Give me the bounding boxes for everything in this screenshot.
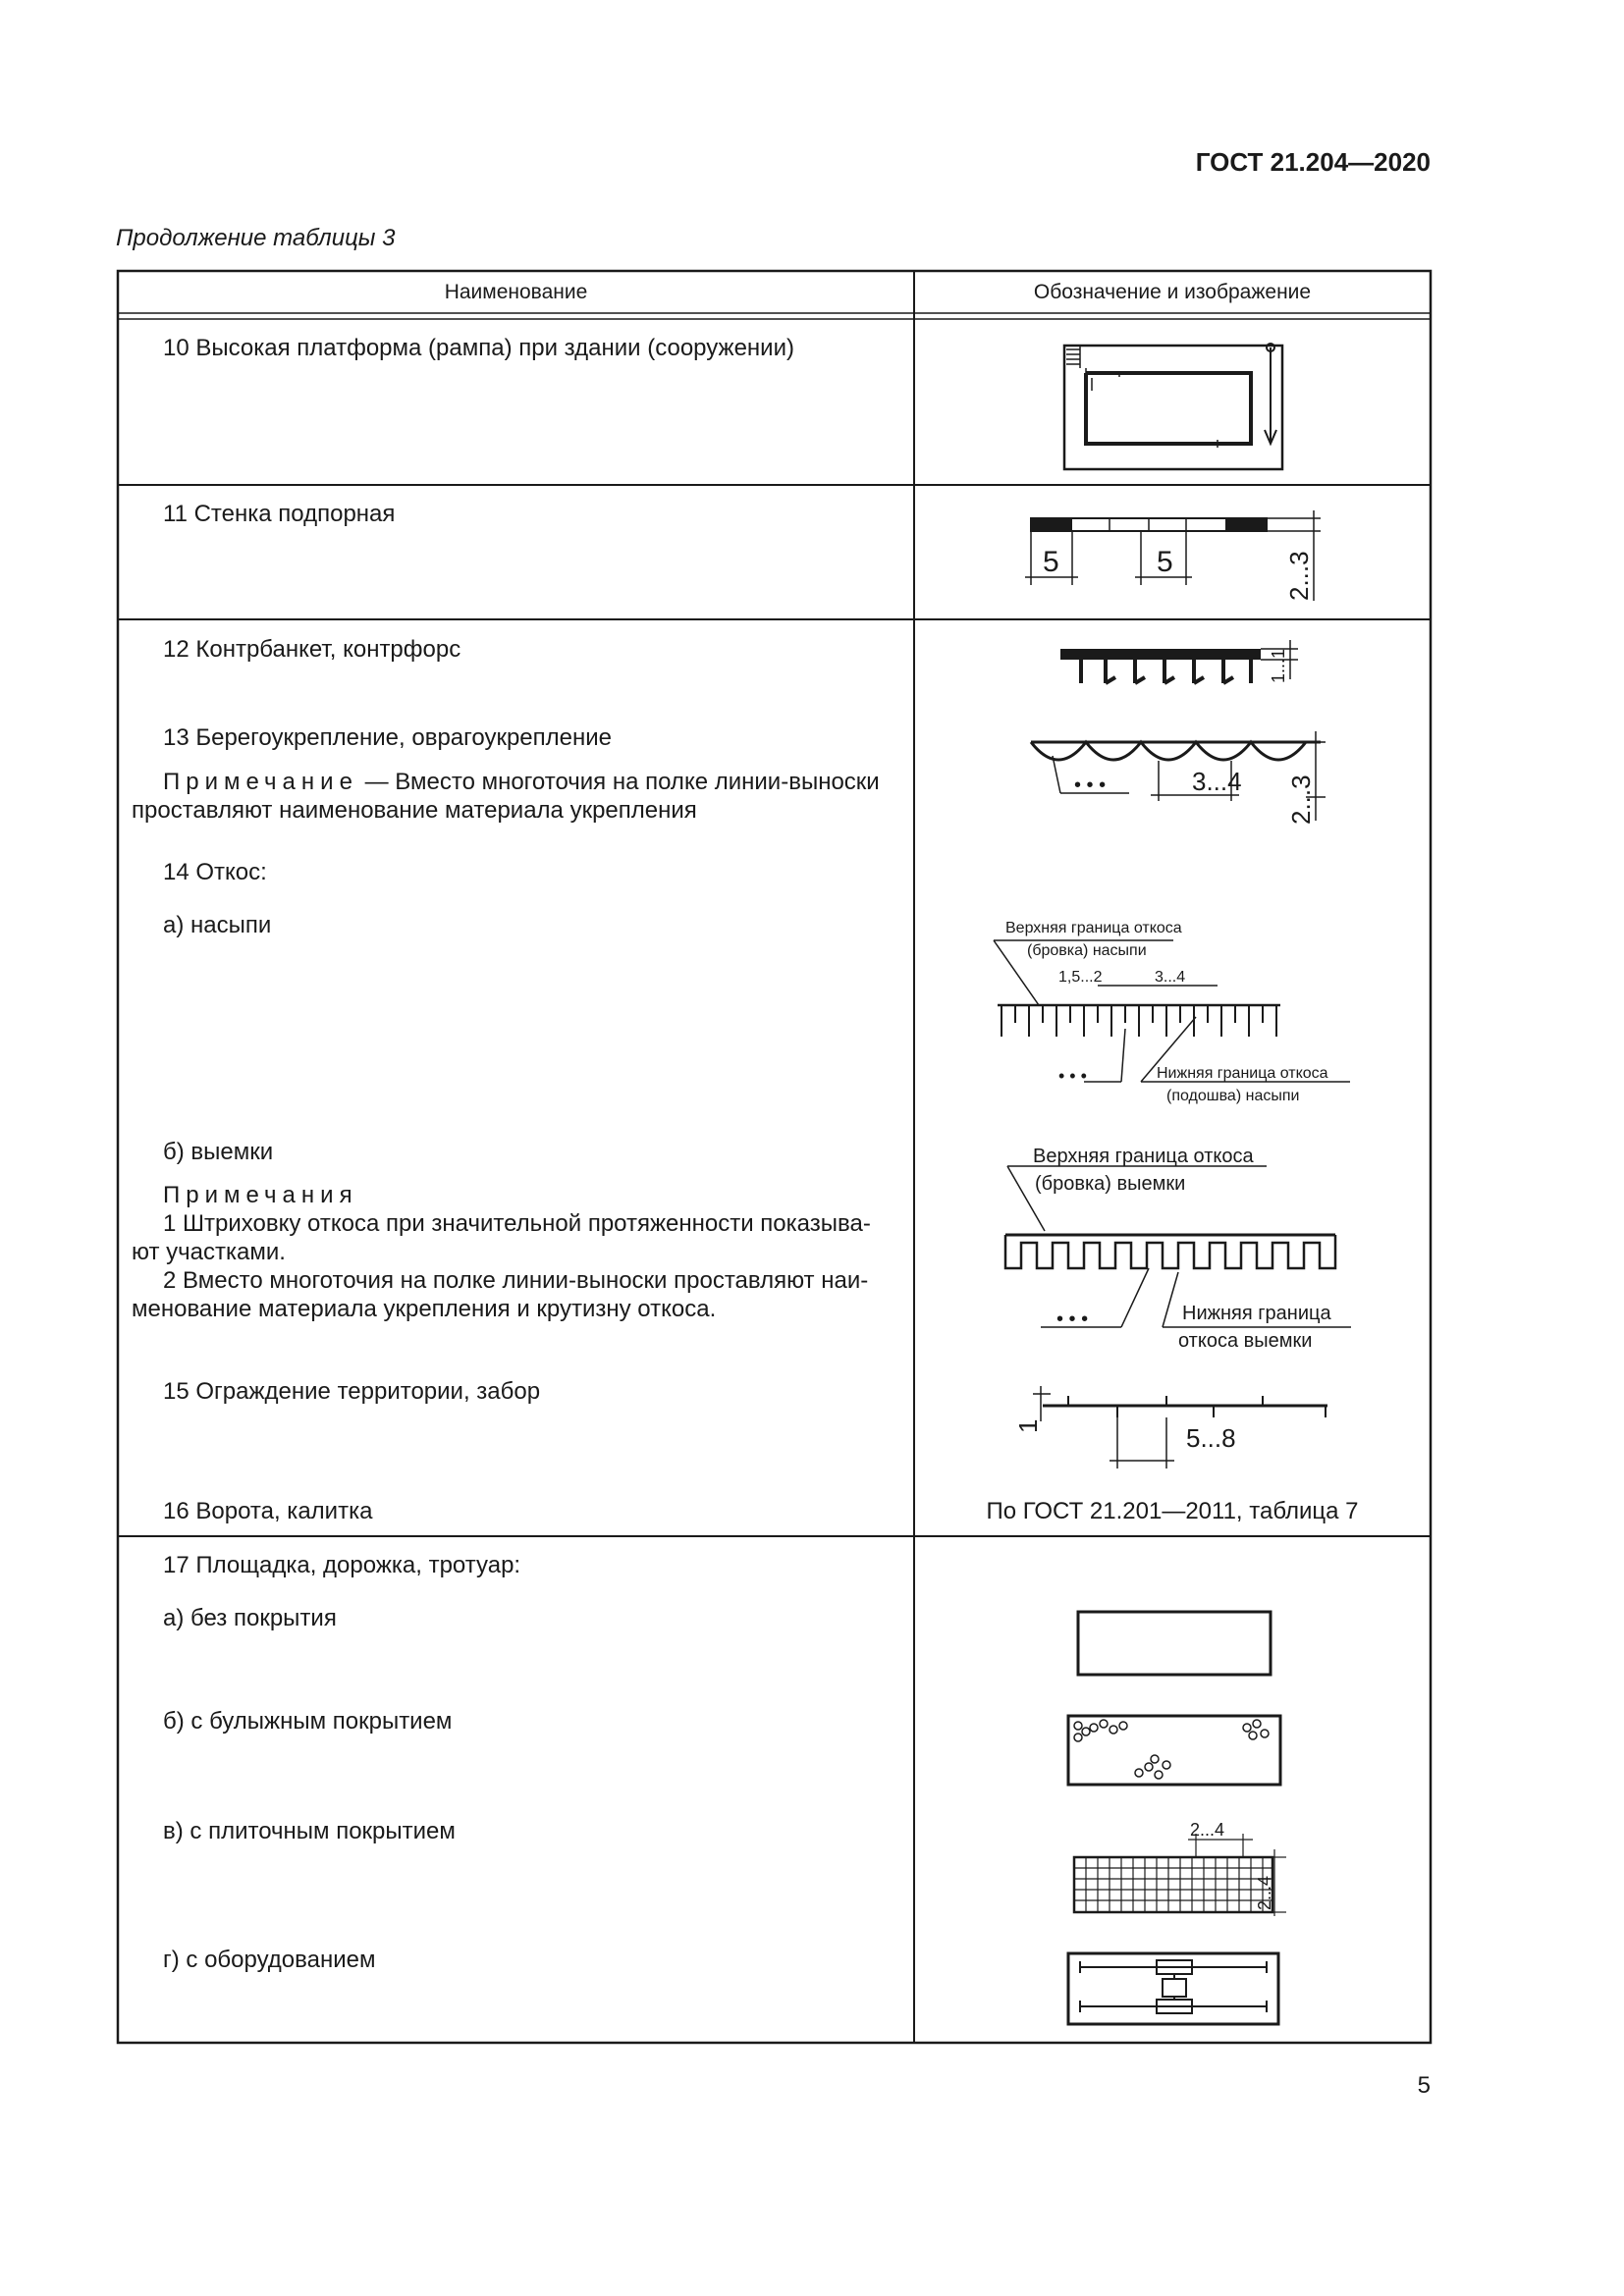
document-id: ГОСТ 21.204—2020	[1195, 147, 1431, 177]
wall-dim-b: 5	[1157, 546, 1173, 578]
row-15-name: 15 Ограждение территории, забор	[163, 1378, 541, 1405]
row-10-name: 10 Высокая платформа (рампа) при здании (сооружении)	[163, 335, 794, 361]
ramp-symbol	[1064, 344, 1282, 469]
cutting-bottom-label-1: Нижняя граница	[1182, 1303, 1331, 1324]
embankment-bottom-label-1: Нижняя граница откоса	[1157, 1065, 1328, 1082]
note-text: — Вместо многоточия на полке линии-выноски	[357, 769, 880, 795]
counterfort-dim: 1...1	[1269, 648, 1288, 683]
note-text-line2: проставляют наименование материала укрепления	[132, 797, 697, 824]
retaining-wall-symbol	[1025, 510, 1321, 601]
row-16-symbol: По ГОСТ 21.201—2011, таблица 7	[986, 1498, 1359, 1524]
fence-symbol	[1013, 1386, 1327, 1468]
row-17a-name: а) без покрытия	[163, 1605, 337, 1631]
embankment-top-label-1: Верхняя граница откоса	[1005, 920, 1182, 936]
embankment-slope-symbol	[994, 920, 1350, 1104]
note-1-line2: ют участками.	[132, 1239, 286, 1265]
note-label: Примечание	[163, 769, 358, 795]
bank-protection-symbol	[1031, 731, 1326, 825]
embankment-top-label-2: (бровка) насыпи	[1027, 942, 1147, 959]
bank-dim-h: 2...3	[1286, 774, 1316, 825]
fence-dim-h: 1	[1013, 1418, 1043, 1433]
page-number: 5	[1417, 2072, 1431, 2099]
row-14-name: 14 Откос:	[163, 859, 267, 885]
bank-dim-w: 3...4	[1192, 767, 1242, 796]
cutting-dots: • • •	[1056, 1308, 1089, 1330]
row-17b-name: б) с булыжным покрытием	[163, 1708, 453, 1735]
row-14b-name: б) выемки	[163, 1139, 274, 1165]
cutting-top-label-2: (бровка) выемки	[1035, 1173, 1186, 1195]
note-2-line2: менование материала укрепления и крутизну откоса.	[132, 1296, 717, 1322]
embankment-dots: • • •	[1058, 1066, 1087, 1086]
embankment-dim-1: 1,5...2	[1058, 969, 1103, 986]
cutting-top-label-1: Верхняя граница откоса	[1033, 1146, 1254, 1167]
cutting-bottom-label-2: откоса выемки	[1178, 1330, 1313, 1352]
note-1-line1: 1 Штриховку откоса при значительной протяженности показыва-	[163, 1210, 871, 1237]
tile-dim-h: 2...4	[1255, 1875, 1274, 1910]
counterfort-symbol	[1060, 640, 1298, 683]
embankment-dim-2: 3...4	[1155, 969, 1186, 986]
cutting-slope-symbol	[1005, 1146, 1351, 1352]
column-header-symbol: Обозначение и изображение	[1033, 281, 1312, 303]
equipped-area-symbol	[1068, 1953, 1278, 2024]
row-12-name: 12 Контрбанкет, контрфорс	[163, 636, 461, 663]
row-17c-name: в) с плиточным покрытием	[163, 1818, 456, 1844]
embankment-bottom-label-2: (подошва) насыпи	[1166, 1088, 1300, 1104]
row-11-name: 11 Стенка подпорная	[163, 501, 396, 527]
row-13-name: 13 Берегоукрепление, оврагоукрепление	[163, 724, 612, 751]
table-caption: Продолжение таблицы 3	[116, 225, 396, 251]
tile-dim-w: 2...4	[1190, 1820, 1225, 1840]
row-14a-name: а) насыпи	[163, 912, 272, 938]
unpaved-area-symbol	[1078, 1612, 1271, 1675]
row-16-name: 16 Ворота, калитка	[163, 1498, 373, 1524]
notes-label: Примечания	[163, 1182, 358, 1208]
bank-dots: • • •	[1074, 774, 1107, 796]
row-17d-name: г) с оборудованием	[163, 1947, 376, 1973]
wall-dim-a: 5	[1043, 546, 1059, 578]
tiled-area-symbol	[1074, 1820, 1286, 1916]
wall-dim-h: 2...3	[1284, 551, 1314, 601]
cobblestone-area-symbol	[1068, 1716, 1280, 1785]
column-header-name: Наименование	[444, 281, 588, 303]
fence-dim-w: 5...8	[1186, 1423, 1236, 1453]
note-2-line1: 2 Вместо многоточия на полке линии-выноски проставляют наи-	[163, 1267, 869, 1294]
row-17-name: 17 Площадка, дорожка, тротуар:	[163, 1552, 521, 1578]
